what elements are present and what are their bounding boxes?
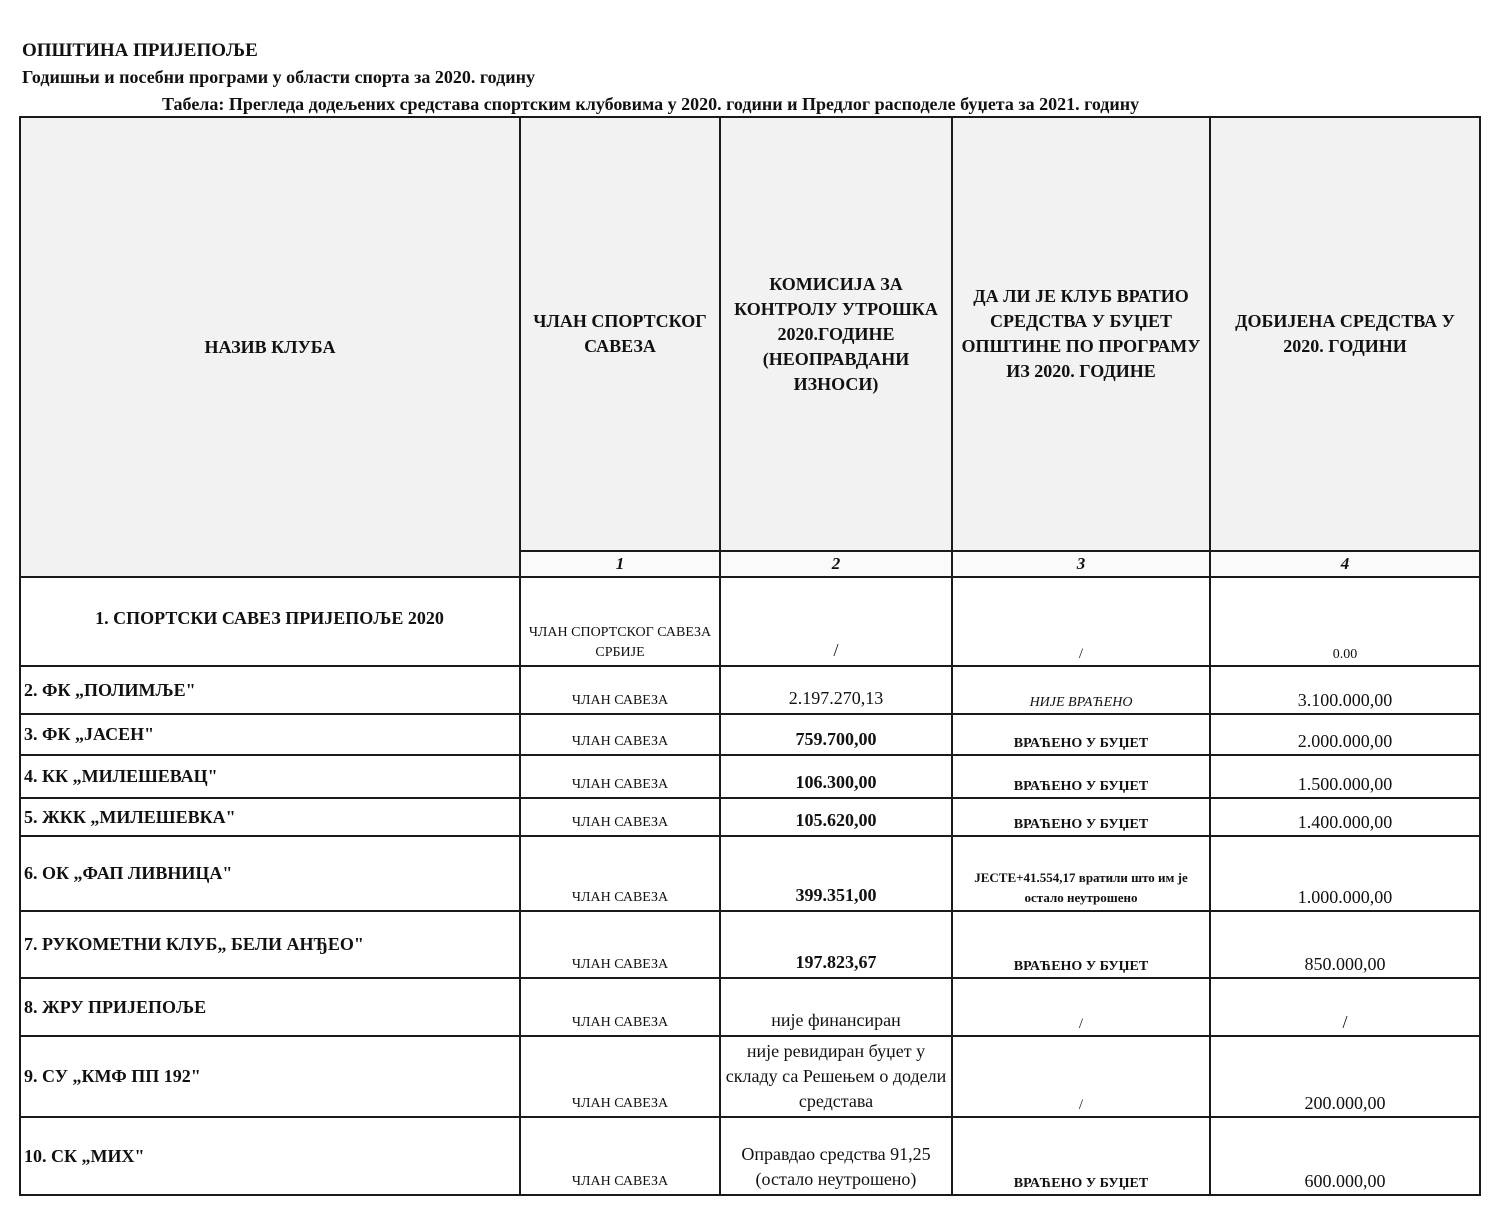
col-header-member: ЧЛАН СПОРТСКОГ САВЕЗА bbox=[520, 117, 720, 551]
commission-amount: није финансиран bbox=[720, 978, 952, 1036]
returned-status: НИЈЕ ВРАЋЕНО bbox=[952, 666, 1210, 714]
received-amount: 850.000,00 bbox=[1210, 911, 1480, 978]
col-header-commission: КОМИСИЈА ЗА КОНТРОЛУ УТРОШКА 2020.ГОДИНЕ (НЕОПРАВДАНИ ИЗНОСИ) bbox=[720, 117, 952, 551]
table-title: Табела: Прегледа додељених средстава спортским клубовима у 2020. години и Предлог расподеле буџета за 2021. годину bbox=[162, 94, 1140, 114]
club-name: 3. ФК „ЈАСЕН" bbox=[20, 714, 520, 755]
received-amount: 1.500.000,00 bbox=[1210, 755, 1480, 798]
member-status: ЧЛАН САВЕЗА bbox=[520, 755, 720, 798]
member-status: ЧЛАН СПОРТСКОГ САВЕЗА СРБИЈЕ bbox=[520, 577, 720, 666]
received-amount: 600.000,00 bbox=[1210, 1117, 1480, 1195]
club-name: 2. ФК „ПОЛИМЉЕ" bbox=[20, 666, 520, 714]
member-status: ЧЛАН САВЕЗА bbox=[520, 1036, 720, 1117]
table-row bbox=[20, 836, 1480, 911]
table-row bbox=[20, 798, 1480, 836]
table-row bbox=[20, 911, 1480, 978]
table-row bbox=[20, 1036, 1480, 1117]
member-status: ЧЛАН САВЕЗА bbox=[520, 978, 720, 1036]
table-row bbox=[20, 577, 1480, 666]
commission-amount: Оправдао средства 91,25 (остало неутрошено) bbox=[720, 1117, 952, 1195]
club-name: 9. СУ „КМФ ПП 192" bbox=[20, 1036, 520, 1117]
received-amount: 2.000.000,00 bbox=[1210, 714, 1480, 755]
club-name: 4. КК „МИЛЕШЕВАЦ" bbox=[20, 755, 520, 798]
funding-table bbox=[19, 116, 1481, 1196]
club-name: 10. СК „МИХ" bbox=[20, 1117, 520, 1195]
col-number-2: 2 bbox=[720, 551, 952, 577]
member-status: ЧЛАН САВЕЗА bbox=[520, 798, 720, 836]
col-number-4: 4 bbox=[1210, 551, 1480, 577]
table-row bbox=[20, 666, 1480, 714]
member-status: ЧЛАН САВЕЗА bbox=[520, 1117, 720, 1195]
table-row bbox=[20, 978, 1480, 1036]
club-name: 5. ЖКК „МИЛЕШЕВКА" bbox=[20, 798, 520, 836]
program-title: Годишњи и посебни програми у области спорта за 2020. годину bbox=[22, 67, 535, 87]
col-number-1: 1 bbox=[520, 551, 720, 577]
commission-amount: 2.197.270,13 bbox=[720, 666, 952, 714]
club-name: 1. СПОРТСКИ САВЕЗ ПРИЈЕПОЉЕ 2020 bbox=[20, 577, 520, 666]
col-number-3: 3 bbox=[952, 551, 1210, 577]
returned-status: ВРАЋЕНО У БУЏЕТ bbox=[952, 798, 1210, 836]
returned-status: ВРАЋЕНО У БУЏЕТ bbox=[952, 1117, 1210, 1195]
club-name: 7. РУКОМЕТНИ КЛУБ„ БЕЛИ АНЂЕО" bbox=[20, 911, 520, 978]
received-amount: 1.400.000,00 bbox=[1210, 798, 1480, 836]
member-status: ЧЛАН САВЕЗА bbox=[520, 836, 720, 911]
club-name: 6. ОК „ФАП ЛИВНИЦА" bbox=[20, 836, 520, 911]
returned-status: ЈЕСТЕ+41.554,17 вратили што им је остало неутрошено bbox=[952, 836, 1210, 911]
received-amount: 1.000.000,00 bbox=[1210, 836, 1480, 911]
received-amount: 200.000,00 bbox=[1210, 1036, 1480, 1117]
table-row bbox=[20, 755, 1480, 798]
commission-amount: 197.823,67 bbox=[720, 911, 952, 978]
commission-amount: 105.620,00 bbox=[720, 798, 952, 836]
returned-status: / bbox=[952, 577, 1210, 666]
table-row bbox=[20, 1117, 1480, 1195]
returned-status: / bbox=[952, 1036, 1210, 1117]
member-status: ЧЛАН САВЕЗА bbox=[520, 714, 720, 755]
commission-amount: 399.351,00 bbox=[720, 836, 952, 911]
club-name: 8. ЖРУ ПРИЈЕПОЉЕ bbox=[20, 978, 520, 1036]
returned-status: / bbox=[952, 978, 1210, 1036]
municipality-title: ОПШТИНА ПРИЈЕПОЉЕ bbox=[22, 40, 258, 61]
commission-amount: 759.700,00 bbox=[720, 714, 952, 755]
member-status: ЧЛАН САВЕЗА bbox=[520, 911, 720, 978]
table-row bbox=[20, 714, 1480, 755]
commission-amount: 106.300,00 bbox=[720, 755, 952, 798]
col-header-returned: ДА ЛИ ЈЕ КЛУБ ВРАТИО СРЕДСТВА У БУЏЕТ ОПШТИНЕ ПО ПРОГРАМУ ИЗ 2020. ГОДИНЕ bbox=[952, 117, 1210, 551]
returned-status: ВРАЋЕНО У БУЏЕТ bbox=[952, 714, 1210, 755]
returned-status: ВРАЋЕНО У БУЏЕТ bbox=[952, 755, 1210, 798]
received-amount: 0.00 bbox=[1210, 577, 1480, 666]
returned-status: ВРАЋЕНО У БУЏЕТ bbox=[952, 911, 1210, 978]
commission-amount: није ревидиран буџет у складу са Решењем о додели средстава bbox=[720, 1036, 952, 1117]
member-status: ЧЛАН САВЕЗА bbox=[520, 666, 720, 714]
received-amount: 3.100.000,00 bbox=[1210, 666, 1480, 714]
received-amount: / bbox=[1210, 978, 1480, 1036]
commission-amount: / bbox=[720, 577, 952, 666]
col-header-name: НАЗИВ КЛУБА bbox=[20, 117, 520, 577]
col-header-received: ДОБИЈЕНА СРЕДСТВА У 2020. ГОДИНИ bbox=[1210, 117, 1480, 551]
